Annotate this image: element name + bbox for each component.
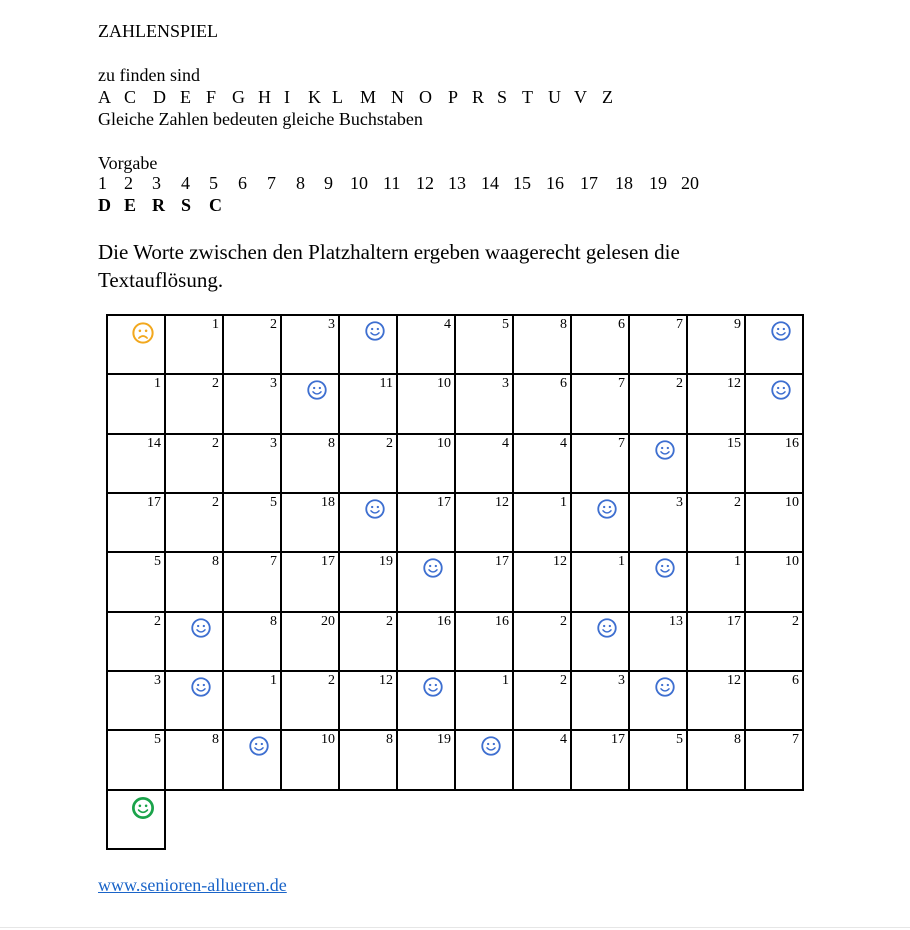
cell-number: 7 <box>270 554 277 570</box>
grid-number-cell[interactable] <box>165 730 223 789</box>
cell-number: 17 <box>727 613 741 629</box>
cell-number: 9 <box>734 317 741 332</box>
smiley-blue-icon <box>771 321 791 341</box>
cell-number: 13 <box>669 613 683 629</box>
grid-number-cell[interactable] <box>281 552 339 611</box>
given-letter: R <box>152 195 165 215</box>
given-number: 17 <box>580 173 598 193</box>
grid-number-cell[interactable] <box>107 612 165 671</box>
cell-number: 4 <box>502 435 509 451</box>
grid-placeholder-cell <box>223 730 281 789</box>
cell-number: 2 <box>154 613 161 629</box>
cell-number: 17 <box>611 732 625 748</box>
smiley-blue-icon <box>365 321 385 341</box>
grid-number-cell[interactable] <box>687 612 745 671</box>
grid-number-cell[interactable] <box>165 552 223 611</box>
smiley-blue-icon <box>423 558 443 578</box>
letter-item: T <box>522 87 533 107</box>
grid-number-cell[interactable] <box>687 493 745 552</box>
grid-placeholder-cell <box>281 374 339 433</box>
grid-number-cell[interactable] <box>281 493 339 552</box>
cell-number: 10 <box>785 554 799 570</box>
cell-number: 16 <box>785 435 799 451</box>
cell-number: 12 <box>379 672 393 688</box>
cell-number: 17 <box>495 554 509 570</box>
cell-number: 17 <box>321 554 335 570</box>
grid-row <box>107 612 803 671</box>
cell-number: 12 <box>495 494 509 510</box>
grid-empty-space <box>571 790 629 849</box>
grid-number-cell[interactable] <box>281 315 339 374</box>
cell-number: 2 <box>792 613 799 629</box>
grid-number-cell[interactable] <box>629 730 687 789</box>
letter-item: O <box>419 87 432 107</box>
cell-number: 17 <box>437 494 451 510</box>
grid-number-cell[interactable] <box>571 730 629 789</box>
grid-number-cell[interactable] <box>107 374 165 433</box>
cell-number: 7 <box>618 435 625 451</box>
grid-number-cell[interactable] <box>687 434 745 493</box>
grid-number-cell[interactable] <box>223 374 281 433</box>
grid-number-cell[interactable] <box>745 493 803 552</box>
cell-number: 8 <box>270 613 277 629</box>
smiley-blue-icon <box>191 618 211 638</box>
grid-number-cell[interactable] <box>513 374 571 433</box>
grid-number-cell[interactable] <box>745 671 803 730</box>
cell-number: 6 <box>560 376 567 392</box>
cell-number: 1 <box>734 554 741 570</box>
grid-placeholder-cell <box>107 790 165 849</box>
grid-number-cell[interactable] <box>687 671 745 730</box>
number-grid <box>106 314 804 850</box>
grid-number-cell[interactable] <box>571 671 629 730</box>
cell-number: 2 <box>676 376 683 392</box>
grid-number-cell[interactable] <box>571 374 629 433</box>
grid-number-cell[interactable] <box>513 612 571 671</box>
grid-number-cell[interactable] <box>629 374 687 433</box>
cell-number: 3 <box>328 317 335 332</box>
cell-number: 5 <box>676 732 683 748</box>
grid-number-cell[interactable] <box>281 730 339 789</box>
cell-number: 7 <box>618 376 625 392</box>
smiley-blue-icon <box>423 677 443 697</box>
cell-number: 5 <box>154 554 161 570</box>
grid-number-cell[interactable] <box>281 434 339 493</box>
cell-number: 10 <box>785 494 799 510</box>
given-letter: S <box>181 195 192 215</box>
grid-number-cell[interactable] <box>455 612 513 671</box>
grid-placeholder-cell <box>629 552 687 611</box>
grid-row <box>107 434 803 493</box>
grid-row <box>107 730 803 789</box>
given-number: 12 <box>416 173 434 193</box>
grid-number-cell[interactable] <box>455 434 513 493</box>
grid-placeholder-cell <box>455 730 513 789</box>
cell-number: 16 <box>437 613 451 629</box>
grid-number-cell[interactable] <box>223 612 281 671</box>
grid-number-cell[interactable] <box>281 671 339 730</box>
grid-row <box>107 790 803 849</box>
grid-number-cell[interactable] <box>339 434 397 493</box>
smiley-blue-icon <box>655 440 675 460</box>
smiley-blue-icon <box>771 380 791 400</box>
cell-number: 3 <box>270 435 277 451</box>
page-divider <box>0 927 910 928</box>
grid-number-cell[interactable] <box>165 434 223 493</box>
grid-placeholder-cell <box>397 671 455 730</box>
find-label: zu finden sind <box>98 65 200 85</box>
grid-placeholder-cell <box>165 612 223 671</box>
grid-number-cell[interactable] <box>745 730 803 789</box>
cell-number: 1 <box>212 317 219 332</box>
cell-number: 12 <box>727 672 741 688</box>
cell-number: 8 <box>212 554 219 570</box>
grid-number-cell[interactable] <box>339 612 397 671</box>
letter-item: U <box>548 87 561 107</box>
grid-empty-space <box>223 790 281 849</box>
cell-number: 3 <box>154 672 161 688</box>
cell-number: 2 <box>560 672 567 688</box>
grid-number-cell[interactable] <box>455 374 513 433</box>
cell-number: 3 <box>270 376 277 392</box>
smiley-blue-icon <box>481 736 501 756</box>
cell-number: 4 <box>560 732 567 748</box>
grid-number-cell[interactable] <box>107 552 165 611</box>
cell-number: 8 <box>734 732 741 748</box>
cell-number: 3 <box>618 672 625 688</box>
cell-number: 1 <box>502 672 509 688</box>
grid-number-cell[interactable] <box>339 730 397 789</box>
letter-item: L <box>332 87 343 107</box>
given-letter: C <box>209 195 222 215</box>
grid-empty-space <box>455 790 513 849</box>
grid-number-cell[interactable] <box>165 374 223 433</box>
grid-number-cell[interactable] <box>513 730 571 789</box>
cell-number: 2 <box>734 494 741 510</box>
grid-number-cell[interactable] <box>281 612 339 671</box>
given-letter: D <box>98 195 111 215</box>
cell-number: 2 <box>212 435 219 451</box>
cell-number: 2 <box>386 435 393 451</box>
grid-number-cell[interactable] <box>339 374 397 433</box>
letter-item: C <box>124 87 137 107</box>
cell-number: 18 <box>321 494 335 510</box>
grid-number-cell[interactable] <box>571 434 629 493</box>
grid-number-cell[interactable] <box>165 315 223 374</box>
grid-number-cell[interactable] <box>513 315 571 374</box>
cell-number: 14 <box>147 435 161 451</box>
given-number: 16 <box>546 173 564 193</box>
grid-number-cell[interactable] <box>629 315 687 374</box>
letter-item: M <box>360 87 377 107</box>
grid-number-cell[interactable] <box>745 552 803 611</box>
grid-placeholder-cell <box>745 374 803 433</box>
given-number: 4 <box>181 173 190 193</box>
letter-item: A <box>98 87 111 107</box>
cell-number: 17 <box>147 494 161 510</box>
cell-number: 10 <box>437 376 451 392</box>
grid-number-cell[interactable] <box>107 434 165 493</box>
cell-number: 1 <box>154 376 161 392</box>
smiley-blue-icon <box>597 499 617 519</box>
cell-number: 10 <box>321 732 335 748</box>
letter-item: F <box>206 87 217 107</box>
grid-number-cell[interactable] <box>397 315 455 374</box>
letter-item: E <box>180 87 191 107</box>
grid-number-cell[interactable] <box>107 493 165 552</box>
grid-placeholder-cell <box>339 315 397 374</box>
given-number: 9 <box>324 173 333 193</box>
cell-number: 10 <box>437 435 451 451</box>
given-number: 10 <box>350 173 368 193</box>
cell-number: 15 <box>727 435 741 451</box>
grid-row <box>107 374 803 433</box>
grid-row <box>107 315 803 374</box>
smiley-green-icon <box>132 797 154 819</box>
grid-placeholder-cell <box>629 434 687 493</box>
grid-empty-space <box>281 790 339 849</box>
grid-placeholder-cell <box>339 493 397 552</box>
given-number: 18 <box>615 173 633 193</box>
grid-number-cell[interactable] <box>571 315 629 374</box>
grid-placeholder-cell <box>745 315 803 374</box>
grid-number-cell[interactable] <box>687 315 745 374</box>
cell-number: 20 <box>321 613 335 629</box>
given-number: 20 <box>681 173 699 193</box>
letter-item: H <box>258 87 271 107</box>
given-label: Vorgabe <box>98 153 158 173</box>
cell-number: 12 <box>727 376 741 392</box>
grid-number-cell[interactable] <box>513 493 571 552</box>
letter-item: G <box>232 87 245 107</box>
grid-empty-space <box>687 790 745 849</box>
smiley-blue-icon <box>365 499 385 519</box>
letter-item: Z <box>602 87 613 107</box>
grid-placeholder-cell <box>165 671 223 730</box>
grid-empty-space <box>745 790 803 849</box>
sad-face-icon <box>132 322 154 344</box>
given-number: 5 <box>209 173 218 193</box>
smiley-blue-icon <box>655 558 675 578</box>
letter-item: V <box>574 87 587 107</box>
letter-item: R <box>472 87 485 107</box>
grid-empty-space <box>397 790 455 849</box>
smiley-blue-icon <box>307 380 327 400</box>
grid-number-cell[interactable] <box>223 552 281 611</box>
cell-number: 8 <box>386 732 393 748</box>
cell-number: 1 <box>618 554 625 570</box>
smiley-blue-icon <box>191 677 211 697</box>
cell-number: 7 <box>676 317 683 332</box>
cell-number: 3 <box>676 494 683 510</box>
grid-row <box>107 671 803 730</box>
given-number: 19 <box>649 173 667 193</box>
grid-number-cell[interactable] <box>397 612 455 671</box>
grid-empty-space <box>165 790 223 849</box>
given-number: 2 <box>124 173 133 193</box>
page-title: ZAHLENSPIEL <box>98 21 218 41</box>
grid-number-cell[interactable] <box>339 552 397 611</box>
grid-number-cell[interactable] <box>107 671 165 730</box>
cell-number: 8 <box>212 732 219 748</box>
rule-text: Gleiche Zahlen bedeuten gleiche Buchstaben <box>98 109 423 129</box>
cell-number: 4 <box>560 435 567 451</box>
cell-number: 4 <box>444 317 451 332</box>
cell-number: 2 <box>270 317 277 332</box>
given-number: 13 <box>448 173 466 193</box>
given-number: 7 <box>267 173 276 193</box>
cell-number: 8 <box>328 435 335 451</box>
letter-item: S <box>497 87 508 107</box>
letter-item: D <box>153 87 166 107</box>
cell-number: 7 <box>792 732 799 748</box>
cell-number: 1 <box>270 672 277 688</box>
grid-number-cell[interactable] <box>397 730 455 789</box>
cell-number: 2 <box>212 376 219 392</box>
cell-number: 1 <box>560 494 567 510</box>
given-number: 15 <box>513 173 531 193</box>
grid-placeholder-cell <box>571 612 629 671</box>
cell-number: 3 <box>502 376 509 392</box>
grid-number-cell[interactable] <box>687 552 745 611</box>
cell-number: 19 <box>379 554 393 570</box>
website-link[interactable]: www.senioren-allueren.de <box>98 875 287 895</box>
given-number: 1 <box>98 173 107 193</box>
grid-placeholder-cell <box>107 315 165 374</box>
cell-number: 6 <box>618 317 625 332</box>
grid-number-cell[interactable] <box>745 612 803 671</box>
cell-number: 5 <box>270 494 277 510</box>
smiley-blue-icon <box>597 618 617 638</box>
cell-number: 11 <box>379 376 393 392</box>
grid-number-cell[interactable] <box>165 493 223 552</box>
grid-number-cell[interactable] <box>745 434 803 493</box>
grid-number-cell[interactable] <box>223 493 281 552</box>
grid-number-cell[interactable] <box>339 671 397 730</box>
grid-number-cell[interactable] <box>455 671 513 730</box>
cell-number: 2 <box>212 494 219 510</box>
grid-number-cell[interactable] <box>397 493 455 552</box>
cell-number: 19 <box>437 732 451 748</box>
grid-number-cell[interactable] <box>513 552 571 611</box>
grid-row <box>107 493 803 552</box>
grid-placeholder-cell <box>397 552 455 611</box>
cell-number: 2 <box>560 613 567 629</box>
grid-number-cell[interactable] <box>223 434 281 493</box>
grid-number-cell[interactable] <box>455 315 513 374</box>
grid-number-cell[interactable] <box>687 374 745 433</box>
grid-number-cell[interactable] <box>223 671 281 730</box>
grid-placeholder-cell <box>571 493 629 552</box>
letter-item: K <box>308 87 321 107</box>
grid-empty-space <box>629 790 687 849</box>
cell-number: 5 <box>154 732 161 748</box>
cell-number: 6 <box>792 672 799 688</box>
given-number: 11 <box>383 173 401 193</box>
letter-item: P <box>448 87 459 107</box>
grid-empty-space <box>339 790 397 849</box>
grid-number-cell[interactable] <box>513 671 571 730</box>
grid-number-cell[interactable] <box>629 493 687 552</box>
grid-number-cell[interactable] <box>687 730 745 789</box>
given-letter: E <box>124 195 137 215</box>
smiley-blue-icon <box>655 677 675 697</box>
given-number: 3 <box>152 173 161 193</box>
cell-number: 16 <box>495 613 509 629</box>
cell-number: 2 <box>328 672 335 688</box>
grid-number-cell[interactable] <box>455 552 513 611</box>
grid-number-cell[interactable] <box>223 315 281 374</box>
grid-empty-space <box>513 790 571 849</box>
smiley-blue-icon <box>249 736 269 756</box>
given-number: 6 <box>238 173 247 193</box>
given-number: 8 <box>296 173 305 193</box>
cell-number: 5 <box>502 317 509 332</box>
cell-number: 12 <box>553 554 567 570</box>
grid-number-cell[interactable] <box>571 552 629 611</box>
cell-number: 8 <box>560 317 567 332</box>
letter-item: I <box>284 87 290 107</box>
given-number: 14 <box>481 173 499 193</box>
grid-number-cell[interactable] <box>397 434 455 493</box>
letter-item: N <box>391 87 404 107</box>
cell-number: 2 <box>386 613 393 629</box>
instructions-text: Die Worte zwischen den Platzhaltern ergeben waagerecht gelesen die Textauflösung. <box>98 240 680 292</box>
grid-number-cell[interactable] <box>397 374 455 433</box>
grid-number-cell[interactable] <box>455 493 513 552</box>
grid-number-cell[interactable] <box>107 730 165 789</box>
grid-number-cell[interactable] <box>513 434 571 493</box>
grid-row <box>107 552 803 611</box>
grid-placeholder-cell <box>629 671 687 730</box>
grid-number-cell[interactable] <box>629 612 687 671</box>
